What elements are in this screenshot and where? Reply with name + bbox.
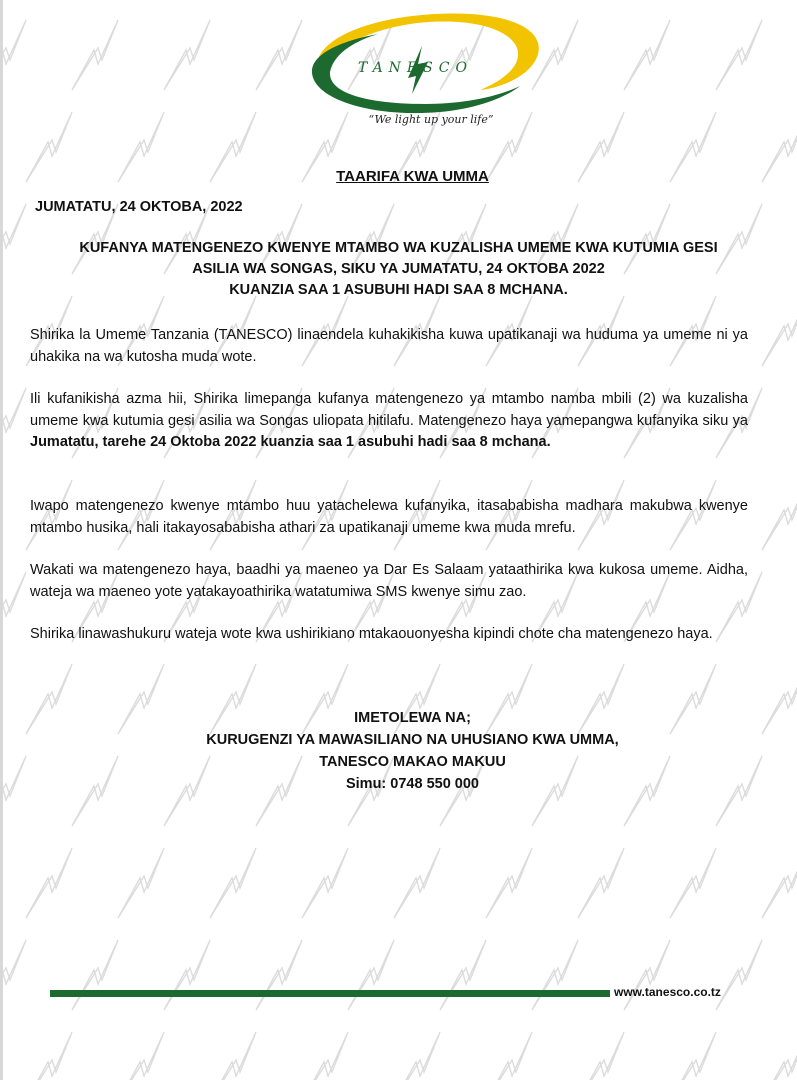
paragraph-intro: Shirika la Umeme Tanzania (TANESCO) linaendela kuhakikisha kuwa upatikanaji wa huduma ya umeme ni ya uhakika na wa kutosha muda wote. bbox=[30, 327, 748, 365]
notice-headline bbox=[0, 238, 797, 301]
paragraph-text: Ili kufanikisha azma hii, Shirika limepanga kufanya matengenezo ya mtambo namba mbili (2) wa kuzalisha umeme kwa kutumia gesi asilia wa Songas uliopata hitilafu. Matengenezo haya yamepangwa kufanyika siku ya bbox=[30, 391, 748, 429]
issuing-department: KURUGENZI YA MAWASILIANO NA UHUSIANO KWA UMMA, bbox=[206, 732, 619, 748]
issuing-office: TANESCO MAKAO MAKUU bbox=[319, 754, 506, 770]
paragraph-maintenance-plan bbox=[30, 389, 748, 454]
notice-title: TAARIFA KWA UMMA bbox=[336, 168, 489, 185]
notice-date: JUMATATU, 24 OKTOBA, 2022 bbox=[35, 199, 243, 215]
tagline: “We light up your life” bbox=[368, 113, 494, 126]
signature-block bbox=[0, 707, 797, 795]
tanesco-logo bbox=[300, 6, 550, 128]
footer-website-link[interactable]: www.tanesco.co.tz bbox=[614, 985, 721, 999]
headline-line: ASILIA WA SONGAS, SIKU YA JUMATATU, 24 OKTOBA 2022 bbox=[192, 261, 605, 277]
headline-line: KUANZIA SAA 1 ASUBUHI HADI SAA 8 MCHANA. bbox=[229, 282, 568, 298]
maintenance-schedule: Jumatatu, tarehe 24 Oktoba 2022 kuanzia saa 1 asubuhi hadi saa 8 mchana. bbox=[30, 434, 551, 450]
logo-wordmark: TANESCO bbox=[358, 60, 473, 76]
paragraph-risk: Iwapo matengenezo kwenye mtambo huu yatachelewa kufanyika, itasababisha madhara makubwa kwenye mtambo husika, hali itakayosababisha athari za upatikanaji umeme kwa muda mrefu. bbox=[30, 498, 748, 536]
contact-phone: Simu: 0748 550 000 bbox=[345, 776, 479, 792]
paragraph-affected-areas: Wakati wa matengenezo haya, baadhi ya maeneo ya Dar Es Salaam yataathirika kwa kukosa umeme. Aidha, wateja wa maeneo yote yatakayoathirika watatumiwa SMS kwenye simu zao. bbox=[30, 562, 748, 600]
footer-divider bbox=[50, 990, 610, 997]
issued-by: IMETOLEWA NA; bbox=[354, 710, 471, 726]
headline-line: KUFANYA MATENGENEZO KWENYE MTAMBO WA KUZALISHA UMEME KWA KUTUMIA GESI bbox=[79, 240, 718, 256]
paragraph-thanks: Shirika linawashukuru wateja wote kwa ushirikiano mtakaouonyesha kipindi chote cha matengenezo haya. bbox=[30, 626, 713, 642]
